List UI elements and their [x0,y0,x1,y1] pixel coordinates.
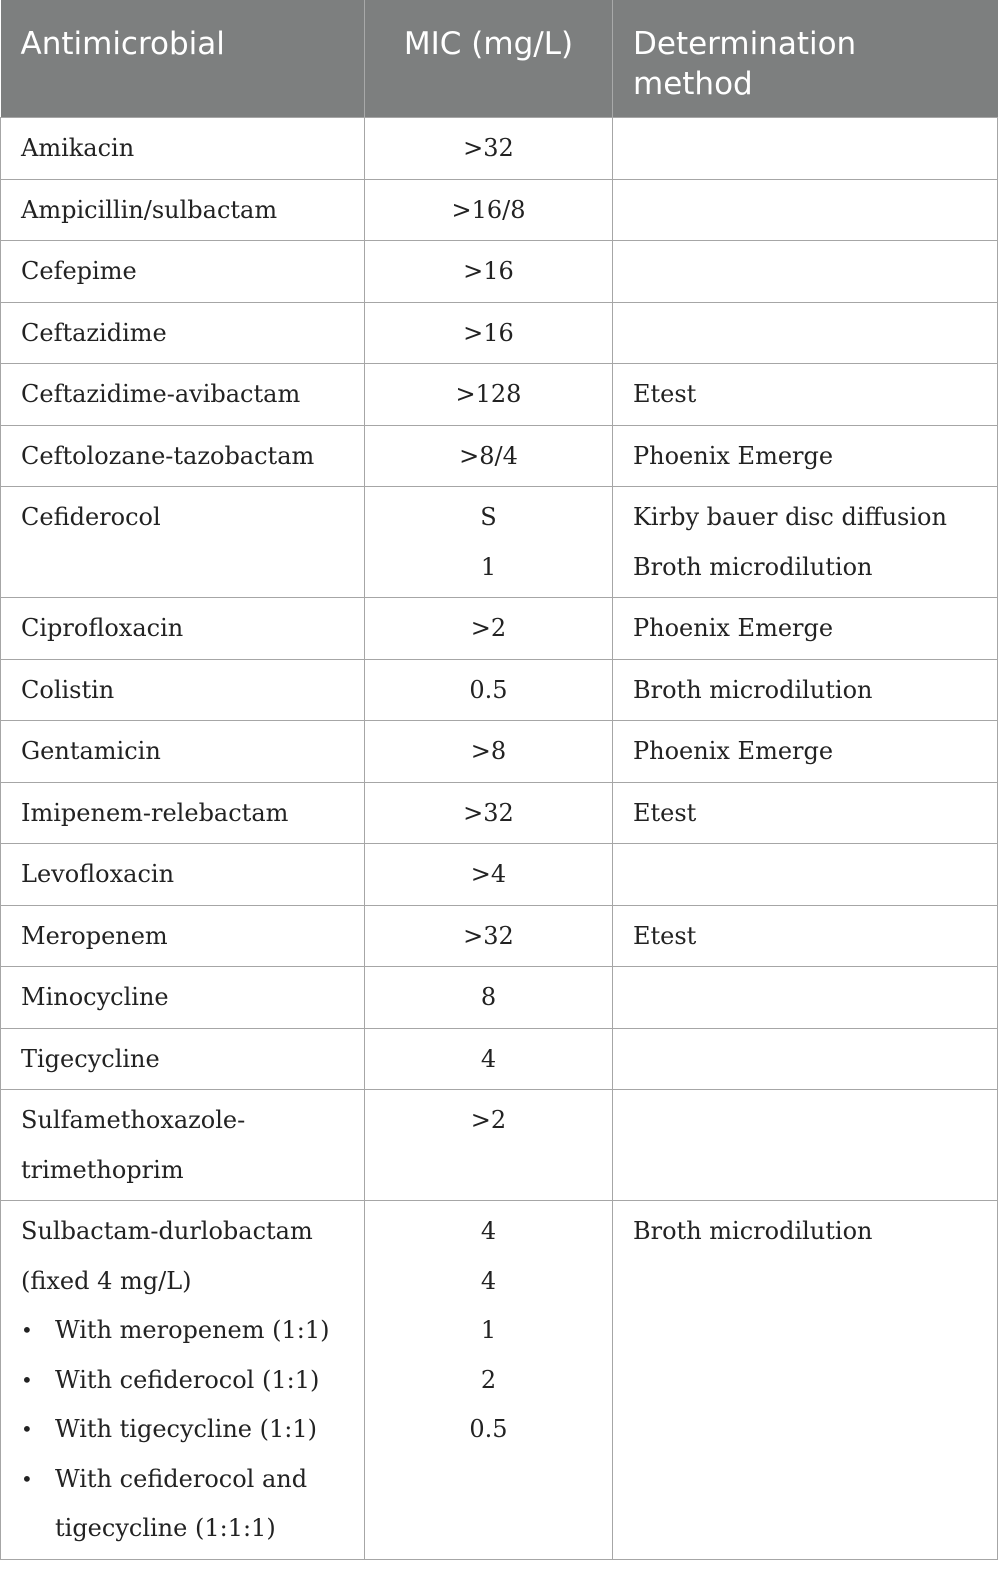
mic-value: >32 [463,798,514,827]
cell-method [613,118,998,180]
method-value: Phoenix Emerge [633,737,834,765]
antimicrobial-name: Ceftazidime [21,318,167,347]
mic-value: 2 [480,1365,497,1394]
mic-value: 8 [480,983,497,1011]
mic-value: >32 [463,921,514,950]
cell-antimicrobial [1,179,365,241]
list-item [21,1455,344,1554]
table-row [1,598,998,660]
cell-mic [365,302,613,364]
table-row [1,905,998,967]
cell-antimicrobial [1,659,365,721]
table-row [1,1028,998,1090]
cell-method [613,721,998,783]
cell-method [613,302,998,364]
table-row [1,1090,998,1201]
cell-method [613,598,998,660]
combination-label: With cefiderocol and tigecycline (1:1:1) [55,1464,308,1542]
antimicrobial-name: Cefepime [21,257,137,285]
mic-value: >32 [463,134,514,162]
bullet-icon: • [21,1318,33,1342]
method-value: Phoenix Emerge [633,614,834,642]
cell-antimicrobial [1,782,365,844]
table-row [1,782,998,844]
cell-mic [365,118,613,180]
cell-antimicrobial [1,241,365,303]
table-row [1,1201,998,1560]
cell-method [613,179,998,241]
mic-value: >16 [463,318,514,347]
mic-value: >4 [470,860,507,888]
bullet-icon: • [21,1367,33,1392]
antimicrobial-name: Tigecycline [21,1044,160,1073]
cell-mic [365,1201,613,1560]
combination-list [21,1306,344,1554]
table-header-row [1,0,998,118]
cell-antimicrobial [1,1201,365,1560]
mic-value: >8/4 [459,441,518,470]
mic-value: >16 [463,257,514,285]
method-value: Broth microdilution [633,552,873,581]
cell-method [613,967,998,1029]
cell-method [613,487,998,598]
cell-method [613,659,998,721]
list-item [21,1405,344,1455]
antimicrobial-name: Amikacin [21,134,135,162]
table-body [1,118,998,1560]
method-value: Etest [633,798,697,827]
mic-value: 4 [480,1266,497,1295]
list-item [21,1306,344,1356]
mic-value: 0.5 [469,675,508,704]
cell-mic [365,967,613,1029]
cell-antimicrobial [1,1028,365,1090]
cell-method [613,1090,998,1201]
table-row [1,425,998,487]
method-value: Broth microdilution [633,675,873,704]
mic-value: >8 [470,737,507,765]
mic-value: 4 [480,1044,497,1073]
cell-mic [365,241,613,303]
method-value: Kirby bauer disc diffusion [633,503,947,531]
cell-antimicrobial [1,598,365,660]
cell-mic [365,364,613,426]
cell-antimicrobial [1,364,365,426]
cell-mic [365,179,613,241]
table-row [1,659,998,721]
list-item [21,1356,344,1406]
bullet-icon: • [21,1466,33,1491]
method-value: Broth microdilution [633,1217,873,1245]
cell-method [613,241,998,303]
cell-antimicrobial [1,425,365,487]
cell-mic [365,905,613,967]
antimicrobial-name: Cefiderocol [21,503,161,531]
cell-method [613,425,998,487]
cell-antimicrobial [1,967,365,1029]
mic-value: S [480,503,497,531]
cell-mic [365,1090,613,1201]
table-row [1,364,998,426]
antimicrobial-name: Sulfamethoxazole-trimethoprim [21,1106,246,1184]
header-method: Determination method [613,0,998,118]
cell-method [613,364,998,426]
bullet-icon: • [21,1417,33,1441]
header-antimicrobial: Antimicrobial [1,0,365,118]
antimicrobial-name: Ceftazidime-avibactam [21,380,301,408]
table-row [1,241,998,303]
method-value: Etest [633,921,697,950]
mic-value: >16/8 [451,195,526,224]
cell-method [613,1201,998,1560]
method-value: Etest [633,380,697,408]
antimicrobial-name: Minocycline [21,983,169,1011]
table-row [1,179,998,241]
cell-mic [365,1028,613,1090]
antimicrobial-name: Ampicillin/sulbactam [21,195,278,224]
cell-antimicrobial [1,487,365,598]
cell-mic [365,598,613,660]
cell-mic [365,487,613,598]
cell-antimicrobial [1,844,365,906]
antimicrobial-name: Levofloxacin [21,860,175,888]
mic-value: 0.5 [469,1415,508,1443]
combination-label: With cefiderocol (1:1) [55,1365,320,1394]
table-row [1,487,998,598]
header-mic: MIC (mg/L) [365,0,613,118]
antimicrobial-name: Imipenem-relebactam [21,798,289,827]
antimicrobial-name: Sulbactam-durlobactam (fixed 4 mg/L) [21,1217,313,1295]
mic-value: >2 [470,1106,507,1134]
table-row [1,967,998,1029]
antimicrobial-name: Gentamicin [21,737,161,765]
mic-value: >128 [455,380,522,408]
cell-antimicrobial [1,721,365,783]
cell-method [613,1028,998,1090]
table-row [1,302,998,364]
table-row [1,118,998,180]
mic-value: 4 [480,1217,497,1245]
method-value: Phoenix Emerge [633,441,834,470]
cell-method [613,782,998,844]
antimicrobial-name: Colistin [21,675,115,704]
cell-mic [365,844,613,906]
combination-label: With tigecycline (1:1) [55,1415,317,1443]
cell-mic [365,425,613,487]
combination-label: With meropenem (1:1) [55,1316,330,1344]
antimicrobial-name: Ceftolozane-tazobactam [21,441,315,470]
cell-mic [365,782,613,844]
mic-value: 1 [480,552,497,581]
table-row [1,721,998,783]
mic-value: >2 [470,614,507,642]
mic-value: 1 [480,1316,497,1344]
cell-mic [365,659,613,721]
cell-method [613,905,998,967]
cell-antimicrobial [1,1090,365,1201]
cell-method [613,844,998,906]
table-row [1,844,998,906]
antimicrobial-name: Meropenem [21,921,168,950]
cell-antimicrobial [1,905,365,967]
cell-mic [365,721,613,783]
cell-antimicrobial [1,302,365,364]
cell-antimicrobial [1,118,365,180]
antimicrobial-name: Ciprofloxacin [21,614,184,642]
